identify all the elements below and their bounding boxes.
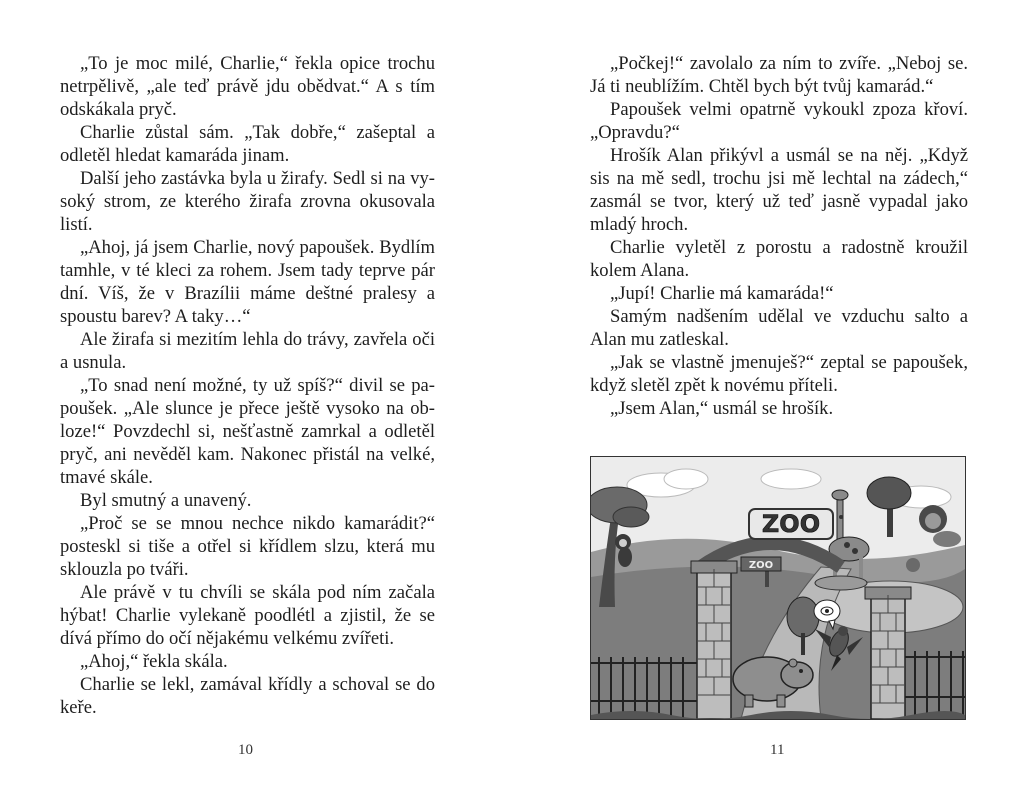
- small-sign-text: ZOO: [748, 560, 774, 571]
- paragraph: „Počkej!“ zavolalo za ním to zvíře. „Neboj se. Já ti neublížím. Chtěl bych být tvůj kamarád.“: [590, 53, 968, 97]
- paragraph: Ale právě v tu chvíli se skála pod ním začala hýbat! Charlie vylekaně poodlétl a zjistil, že se dívá přímo do očí nějakému velkému zvířeti.: [60, 582, 435, 649]
- paragraph: Charlie vyletěl z porostu a radostně kroužil kolem Alana.: [590, 237, 968, 281]
- zoo-illustration: [590, 456, 966, 720]
- paragraph: Byl smutný a unavený.: [80, 490, 252, 511]
- zoo-scene: [591, 457, 965, 719]
- left-text-column: [60, 52, 435, 719]
- zoo-sign-text: ZOO: [761, 510, 821, 538]
- paragraph: „Ahoj,“ řekla skála.: [80, 651, 228, 672]
- page-number: 10: [238, 742, 253, 758]
- paragraph: „Jsem Alan,“ usmál se hrošík.: [610, 398, 834, 419]
- paragraph: Ale žirafa si mezitím lehla do trávy, zavřela oči a usnula.: [60, 329, 435, 373]
- page-number: 11: [770, 742, 785, 758]
- gate-pillar-left: [691, 561, 737, 719]
- gate-pillar-right: [865, 587, 911, 719]
- paragraph: Charlie zůstal sám. „Tak dobře,“ zašeptal a odletěl hledat kamaráda jinam.: [60, 122, 435, 166]
- paragraph: „Jak se vlastně jmenuješ?“ zeptal se papoušek, když sletěl zpět k novému příteli.: [590, 352, 968, 396]
- paragraph: Samým nadšením udělal ve vzduchu salto a Alan mu zatleskal.: [590, 306, 968, 350]
- paragraph: „Proč se se mnou nechce nikdo kamarádit?“ posteskl si tiše a otřel si křídlem slzu, která mu sklouzla po tváři.: [60, 513, 435, 580]
- paragraph: „To snad není možné, ty už spíš?“ divil se papoušek. „Ale slunce je přece ještě vysoko na obloze!“ Povzdechl si, nešťastně zamrkal a odletěl pryč, ani nevěděl kam. Nakonec přistál na velké, tmavé skále.: [60, 375, 435, 488]
- paragraph: Další jeho zastávka byla u žirafy. Sedl si na vysoký strom, ze kterého žirafa zrovna okusovala listí.: [60, 168, 435, 235]
- paragraph: Papoušek velmi opatrně vykoukl zpoza křoví. „Opravdu?“: [590, 99, 968, 143]
- paragraph: „Jupí! Charlie má kamaráda!“: [610, 283, 834, 304]
- paragraph: „To je moc milé, Charlie,“ řekla opice trochu netrpělivě, „ale teď právě jdu obědvat.“ A s tím odskákala pryč.: [60, 53, 435, 120]
- right-page: [512, 0, 1024, 787]
- paragraph: „Ahoj, já jsem Charlie, nový papoušek. Bydlím tamhle, v té kleci za rohem. Jsem tady teprve pár dní. Víš, že v Brazílii máme deštné pralesy a spoustu barev? A taky…“: [60, 237, 435, 327]
- paragraph: Hrošík Alan přikývl a usmál se na něj. „Když sis na mě sedl, trochu jsi mě lechtal na zádech,“ zasmál se tvor, který už teď jasně vypadal jako mladý hroch.: [590, 145, 968, 235]
- paragraph: Charlie se lekl, zamával křídly a schoval se do keře.: [60, 674, 435, 718]
- right-text-column: [590, 52, 968, 420]
